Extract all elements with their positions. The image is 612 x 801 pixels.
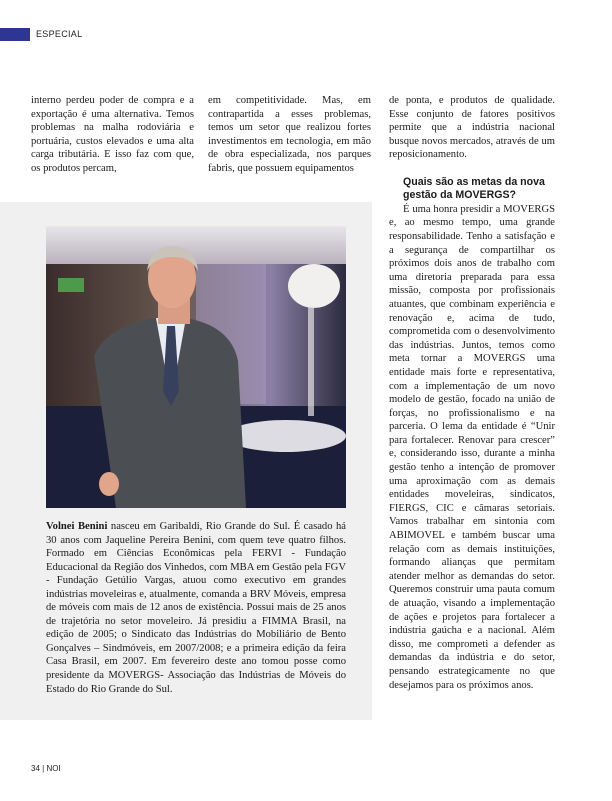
footer-separator: | <box>42 764 45 773</box>
interview-answer: É uma honra presidir a MOVERGS e, ao mesmo tempo, uma grande responsabilidade. Tenho a satisfação e a segurança de compartilhar os próximos dois anos de trabalho com uma diretoria preparada para essa missão, composta por profissionais atuantes, que combinam experiência e renovação e, acima de tudo, comprometida com o desenvolvimento das indústrias. Juntos, temos como meta tornar a MOVERGS uma entidade mais forte e representativa, com a implementação de um novo modelo de gestão, focado na união de forças, no profissionalismo e na parceria. O lema da entidade é “Unir para fortalecer. Renovar para crescer” e, considerando isso, durante a minha gestão tenho a intenção de promover uma aproximação com as demais entidades moveleiras, sindicatos, FIERGS, CIC e câmaras setoriais. Vamos trabalhar em sintonia com ABIMOVEL e também buscar uma relação com as demais instituições, formando alianças que permitam atender melhor as demandas do setor. Queremos construir uma pauta comum de atuação, visando a implementação de ações e projetos para fortalecer a indústria gaúcha e a nacional. Além disso, me comprometi a defender as demandas da indústria e do setor, pensando estrategicamente no que desejamos para os próximos anos. <box>389 203 555 691</box>
interview-question: Quais são as metas da nova gestão da MOVERGS? <box>403 175 545 202</box>
page-number: 34 <box>31 764 40 773</box>
magazine-name: NOI <box>46 764 61 773</box>
bio-name: Volnei Benini <box>46 521 108 532</box>
portrait-photo <box>46 226 346 508</box>
column-3-intro: de ponta, e produtos de qualidade. Esse conjunto de fatores positivos permite que a indústria nacional busque novos mercados, através de um reposicionamento. <box>389 95 555 161</box>
section-accent-bar <box>0 28 30 41</box>
column-1-text: interno perdeu poder de compra e a exportação é uma alternativa. Temos problemas na malha rodoviária e portuária, custos elevados e uma alta carga tributária. E isso faz com que, os produtos percam, <box>31 95 194 174</box>
article-column-3 <box>389 94 555 692</box>
bio-text <box>46 520 346 696</box>
bio-body: nasceu em Garibaldi, Rio Grande do Sul. É casado há 30 anos com Jaqueline Pereira Benini, com quem teve quatro filhos. Formado em Ciências Econômicas pela FERVI - Fundação Educacional da Região dos Vinhedos, com MBA em Gestão pela FGV - Fundação Getúlio Vargas, atuou como executivo em grandes indústrias moveleiras e, atualmente, comanda a BRV Móveis, empresa de móveis com mais de 12 anos de existência. Possui mais de 25 anos de trajetória no setor moveleiro. Já presidiu a FIMMA Brasil, na edição de 2005; o Sindicato das Indústrias do Mobiliário de Bento Gonçalves – Sindmóveis, em 2007/2008; e a primeira edição da feira Casa Brasil, em 2007. Em fevereiro deste ano tomou posse como presidente da MOVERGS- Associação das Indústrias de Móveis do Estado do Rio Grande do Sul. <box>46 521 346 695</box>
article-column-2 <box>208 94 371 176</box>
column-2-text: em competitividade. Mas, em contrapartida a esses problemas, temos um setor que realizou fortes investimentos em tecnologia, em mão de obra especializada, nos parques fabris, que possuem equipamentos <box>208 95 371 174</box>
section-label: ESPECIAL <box>36 29 83 39</box>
page-footer <box>31 764 61 773</box>
article-column-1 <box>31 94 194 176</box>
